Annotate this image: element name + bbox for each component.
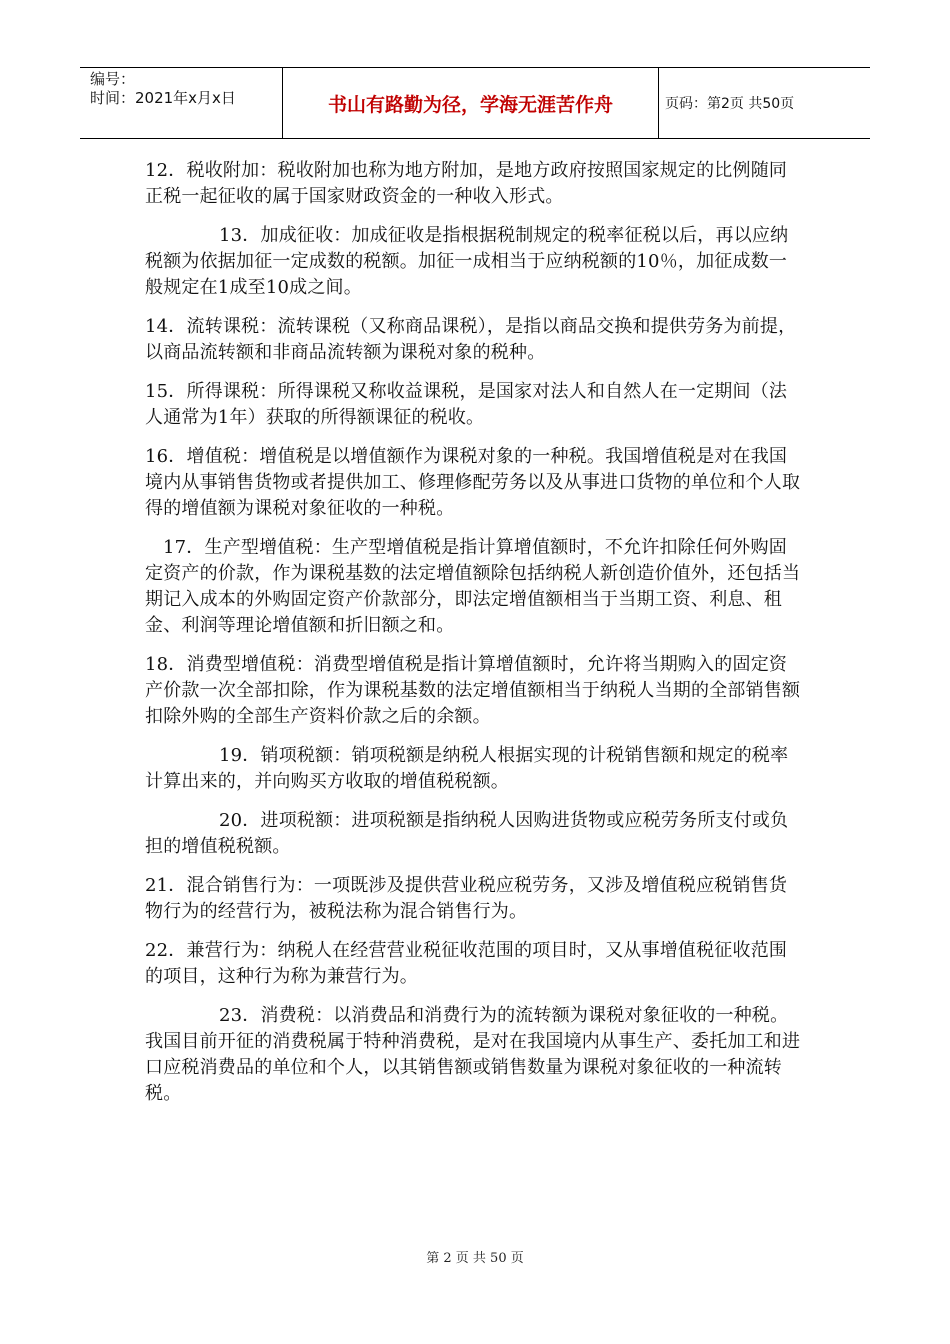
paragraph-16: 16．增值税：增值税是以增值额作为课税对象的一种税。我国增值税是对在我国境内从事销售货物或者提供加工、修理修配劳务以及从事进口货物的单位和个人取得的增值额为课税对象征收的一种税。 — [145, 446, 801, 519]
page-footer: 第 2 页 共 50 页 — [426, 1251, 524, 1266]
paragraph-23: 23．消费税：以消费品和消费行为的流转额为课税对象征收的一种税。我国目前开征的消费税属于特种消费税，是对在我国境内从事生产、委托加工和进口应税消费品的单位和个人，以其销售额或销售数量为课税对象征收的一种流转税。 — [145, 1005, 801, 1104]
header-page-info: 页码：第2页 共50页 — [665, 96, 795, 112]
document-number-label: 编号： — [90, 70, 136, 88]
paragraph-12: 12．税收附加：税收附加也称为地方附加，是地方政府按照国家规定的比例随同正税一起征收的属于国家财政资金的一种收入形式。 — [145, 160, 788, 207]
paragraph-14: 14．流转课税：流转课税（又称商品课税），是指以商品交换和提供劳务为前提，以商品流转额和非商品流转额为课税对象的税种。 — [145, 316, 797, 363]
paragraph-22: 22．兼营行为：纳税人在经营营业税征收范围的项目时，又从事增值税征收范围的项目，这种行为称为兼营行为。 — [145, 940, 788, 987]
paragraph-20: 20．进项税额：进项税额是指纳税人因购进货物或应税劳务所支付或负担的增值税税额。 — [145, 810, 789, 857]
paragraph-13: 13．加成征收：加成征收是指根据税制规定的税率征税以后，再以应纳税额为依据加征一定成数的税额。加征一成相当于应纳税额的10％，加征成数一般规定在1成至10成之间。 — [145, 225, 789, 298]
document-body — [145, 158, 805, 1120]
paragraph-18: 18．消费型增值税：消费型增值税是指计算增值额时，允许将当期购入的固定资产价款一次全部扣除，作为课税基数的法定增值额相当于纳税人当期的全部销售额扣除外购的全部生产资料价款之后的余额。 — [145, 654, 801, 727]
document-date: 时间：2021年x月x日 — [90, 89, 236, 107]
paragraph-19: 19．销项税额：销项税额是纳税人根据实现的计税销售额和规定的税率计算出来的，并向购买方收取的增值税税额。 — [145, 745, 789, 792]
header-meta — [80, 68, 282, 138]
paragraph-21: 21．混合销售行为：一项既涉及提供营业税应税劳务，又涉及增值税应税销售货物行为的经营行为，被税法称为混合销售行为。 — [145, 875, 788, 922]
paragraph-17: 17．生产型增值税：生产型增值税是指计算增值额时，不允许扣除任何外购固定资产的价款，作为课税基数的法定增值额除包括纳税人新创造价值外，还包括当期记入成本的外购固定资产价款部分，即法定增值额相当于当期工资、利息、租金、利润等理论增值额和折旧额之和。 — [145, 537, 801, 636]
paragraph-15: 15．所得课税：所得课税又称收益课税，是国家对法人和自然人在一定期间（法人通常为1年）获取的所得额课征的税收。 — [145, 381, 788, 428]
header-motto: 书山有路勤为径，学海无涯苦作舟 — [282, 68, 659, 138]
page-header — [80, 67, 870, 139]
